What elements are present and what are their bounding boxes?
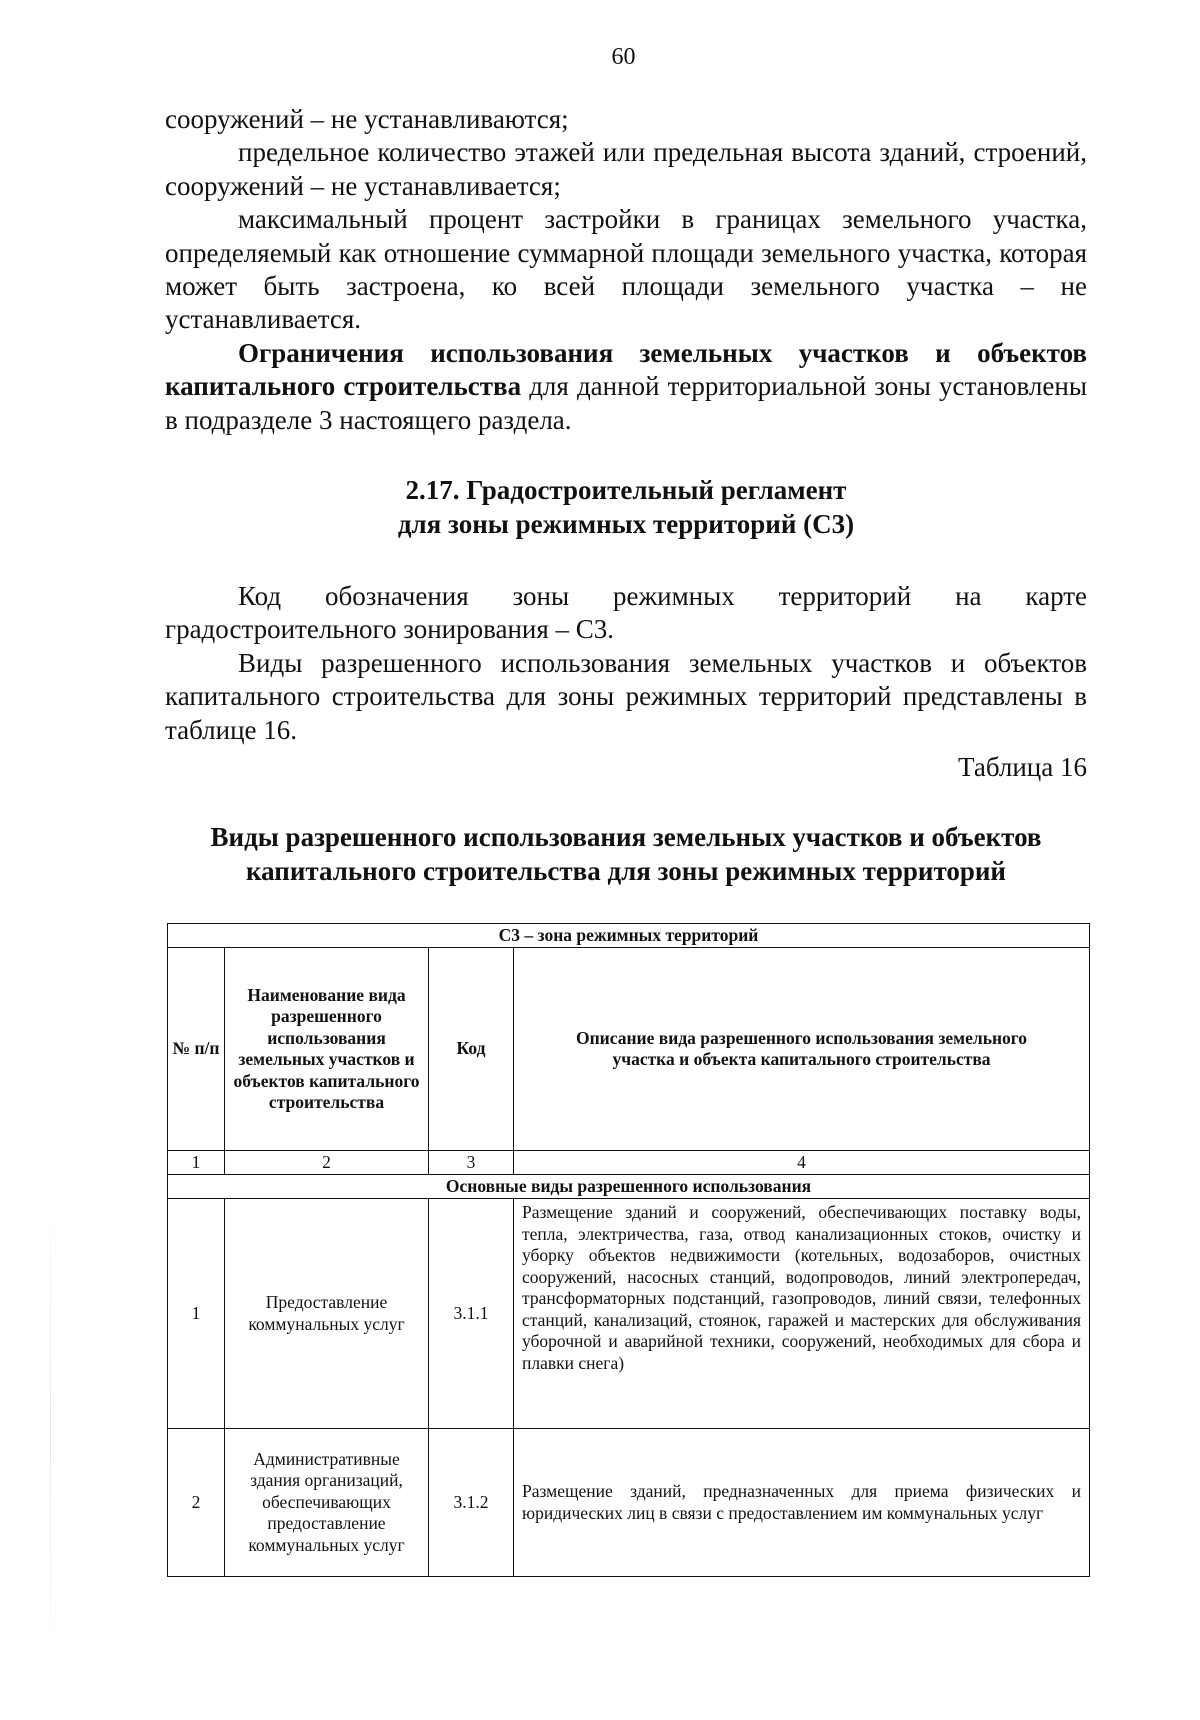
section-title-line-1: 2.17. Градостроительный регламент	[405, 475, 847, 505]
table-title-line-2: капитального строительства для зоны режимных территорий	[246, 856, 1006, 886]
header-code: Код	[429, 948, 514, 1151]
table-label: Таблица 16	[958, 752, 1087, 782]
table-row	[168, 1199, 1090, 1429]
section-title	[165, 473, 1087, 541]
group-header-row	[168, 1175, 1090, 1199]
scan-artifact-line	[50, 1180, 51, 1680]
row-code: 3.1.2	[429, 1429, 514, 1577]
column-number: 4	[514, 1151, 1090, 1175]
intro-paragraph-2: предельное количество этажей или предельная высота зданий, строений, сооружений – не устанавливается;	[165, 137, 1087, 201]
section-paragraph-2: Виды разрешенного использования земельных участков и объектов капитального строительства для зоны режимных территорий представлены в таблице 16.	[165, 647, 1087, 745]
row-name: Административные здания организаций, обеспечивающих предоставление коммунальных услуг	[225, 1429, 429, 1577]
page-number: 60	[611, 44, 636, 70]
column-number: 1	[168, 1151, 225, 1175]
section-text	[165, 580, 1087, 747]
row-num: 1	[168, 1199, 225, 1429]
table-title	[165, 820, 1087, 888]
header-name: Наименование вида разрешенного использования земельных участков и объектов капитального строительства	[225, 948, 429, 1151]
column-number: 3	[429, 1151, 514, 1175]
land-use-table	[167, 923, 1090, 1577]
header-description: Описание вида разрешенного использования земельного участка и объекта капитального строительства	[514, 948, 1090, 1151]
table-title-line-1: Виды разрешенного использования земельных участков и объектов	[210, 822, 1042, 852]
row-num: 2	[168, 1429, 225, 1577]
section-title-line-2: для зоны режимных территорий (С3)	[397, 509, 855, 539]
section-paragraph-1: Код обозначения зоны режимных территорий на карте градостроительного зонирования – С3.	[165, 581, 1087, 645]
group-header: Основные виды разрешенного использования	[168, 1175, 1090, 1199]
row-code: 3.1.1	[429, 1199, 514, 1429]
row-name: Предоставление коммунальных услуг	[225, 1199, 429, 1429]
zone-header-row	[168, 924, 1090, 948]
column-header-row	[168, 948, 1090, 1151]
intro-text	[165, 103, 1087, 437]
column-number: 2	[225, 1151, 429, 1175]
restrictions-bold-text: Ограничения использования земельных участков и объектов капитального строительства	[165, 337, 1087, 402]
intro-paragraph-3: максимальный процент застройки в границах земельного участка, определяемый как отношение суммарной площади земельного участка, которая может быть застроена, ко всей площади земельного участка – не устанавливается.	[165, 204, 1087, 335]
restrictions-rest-text: для данной территориальной зоны установлены в подразделе 3 настоящего раздела.	[165, 371, 1087, 435]
row-description: Размещение зданий, предназначенных для приема физических и юридических лиц в связи с предоставлением им коммунальных услуг	[514, 1429, 1090, 1577]
intro-paragraph-1: сооружений – не устанавливаются;	[165, 104, 569, 134]
table-row	[168, 1429, 1090, 1577]
intro-paragraph-4	[165, 337, 1087, 437]
zone-header: С3 – зона режимных территорий	[168, 924, 1090, 948]
header-num: № п/п	[168, 948, 225, 1151]
row-description: Размещение зданий и сооружений, обеспечивающих поставку воды, тепла, электричества, газа, отвод канализационных стоков, очистку и уборку объектов недвижимости (котельных, водозаборов, очистных сооружений, насосных станций, водопроводов, линий электропередач, трансформаторных подстанций, газопроводов, линий связи, телефонных станций, канализаций, стоянок, гаражей и мастерских для обслуживания уборочной и аварийной техники, сооружений, необходимых для сбора и плавки снега)	[514, 1199, 1090, 1429]
column-numbers-row	[168, 1151, 1090, 1175]
